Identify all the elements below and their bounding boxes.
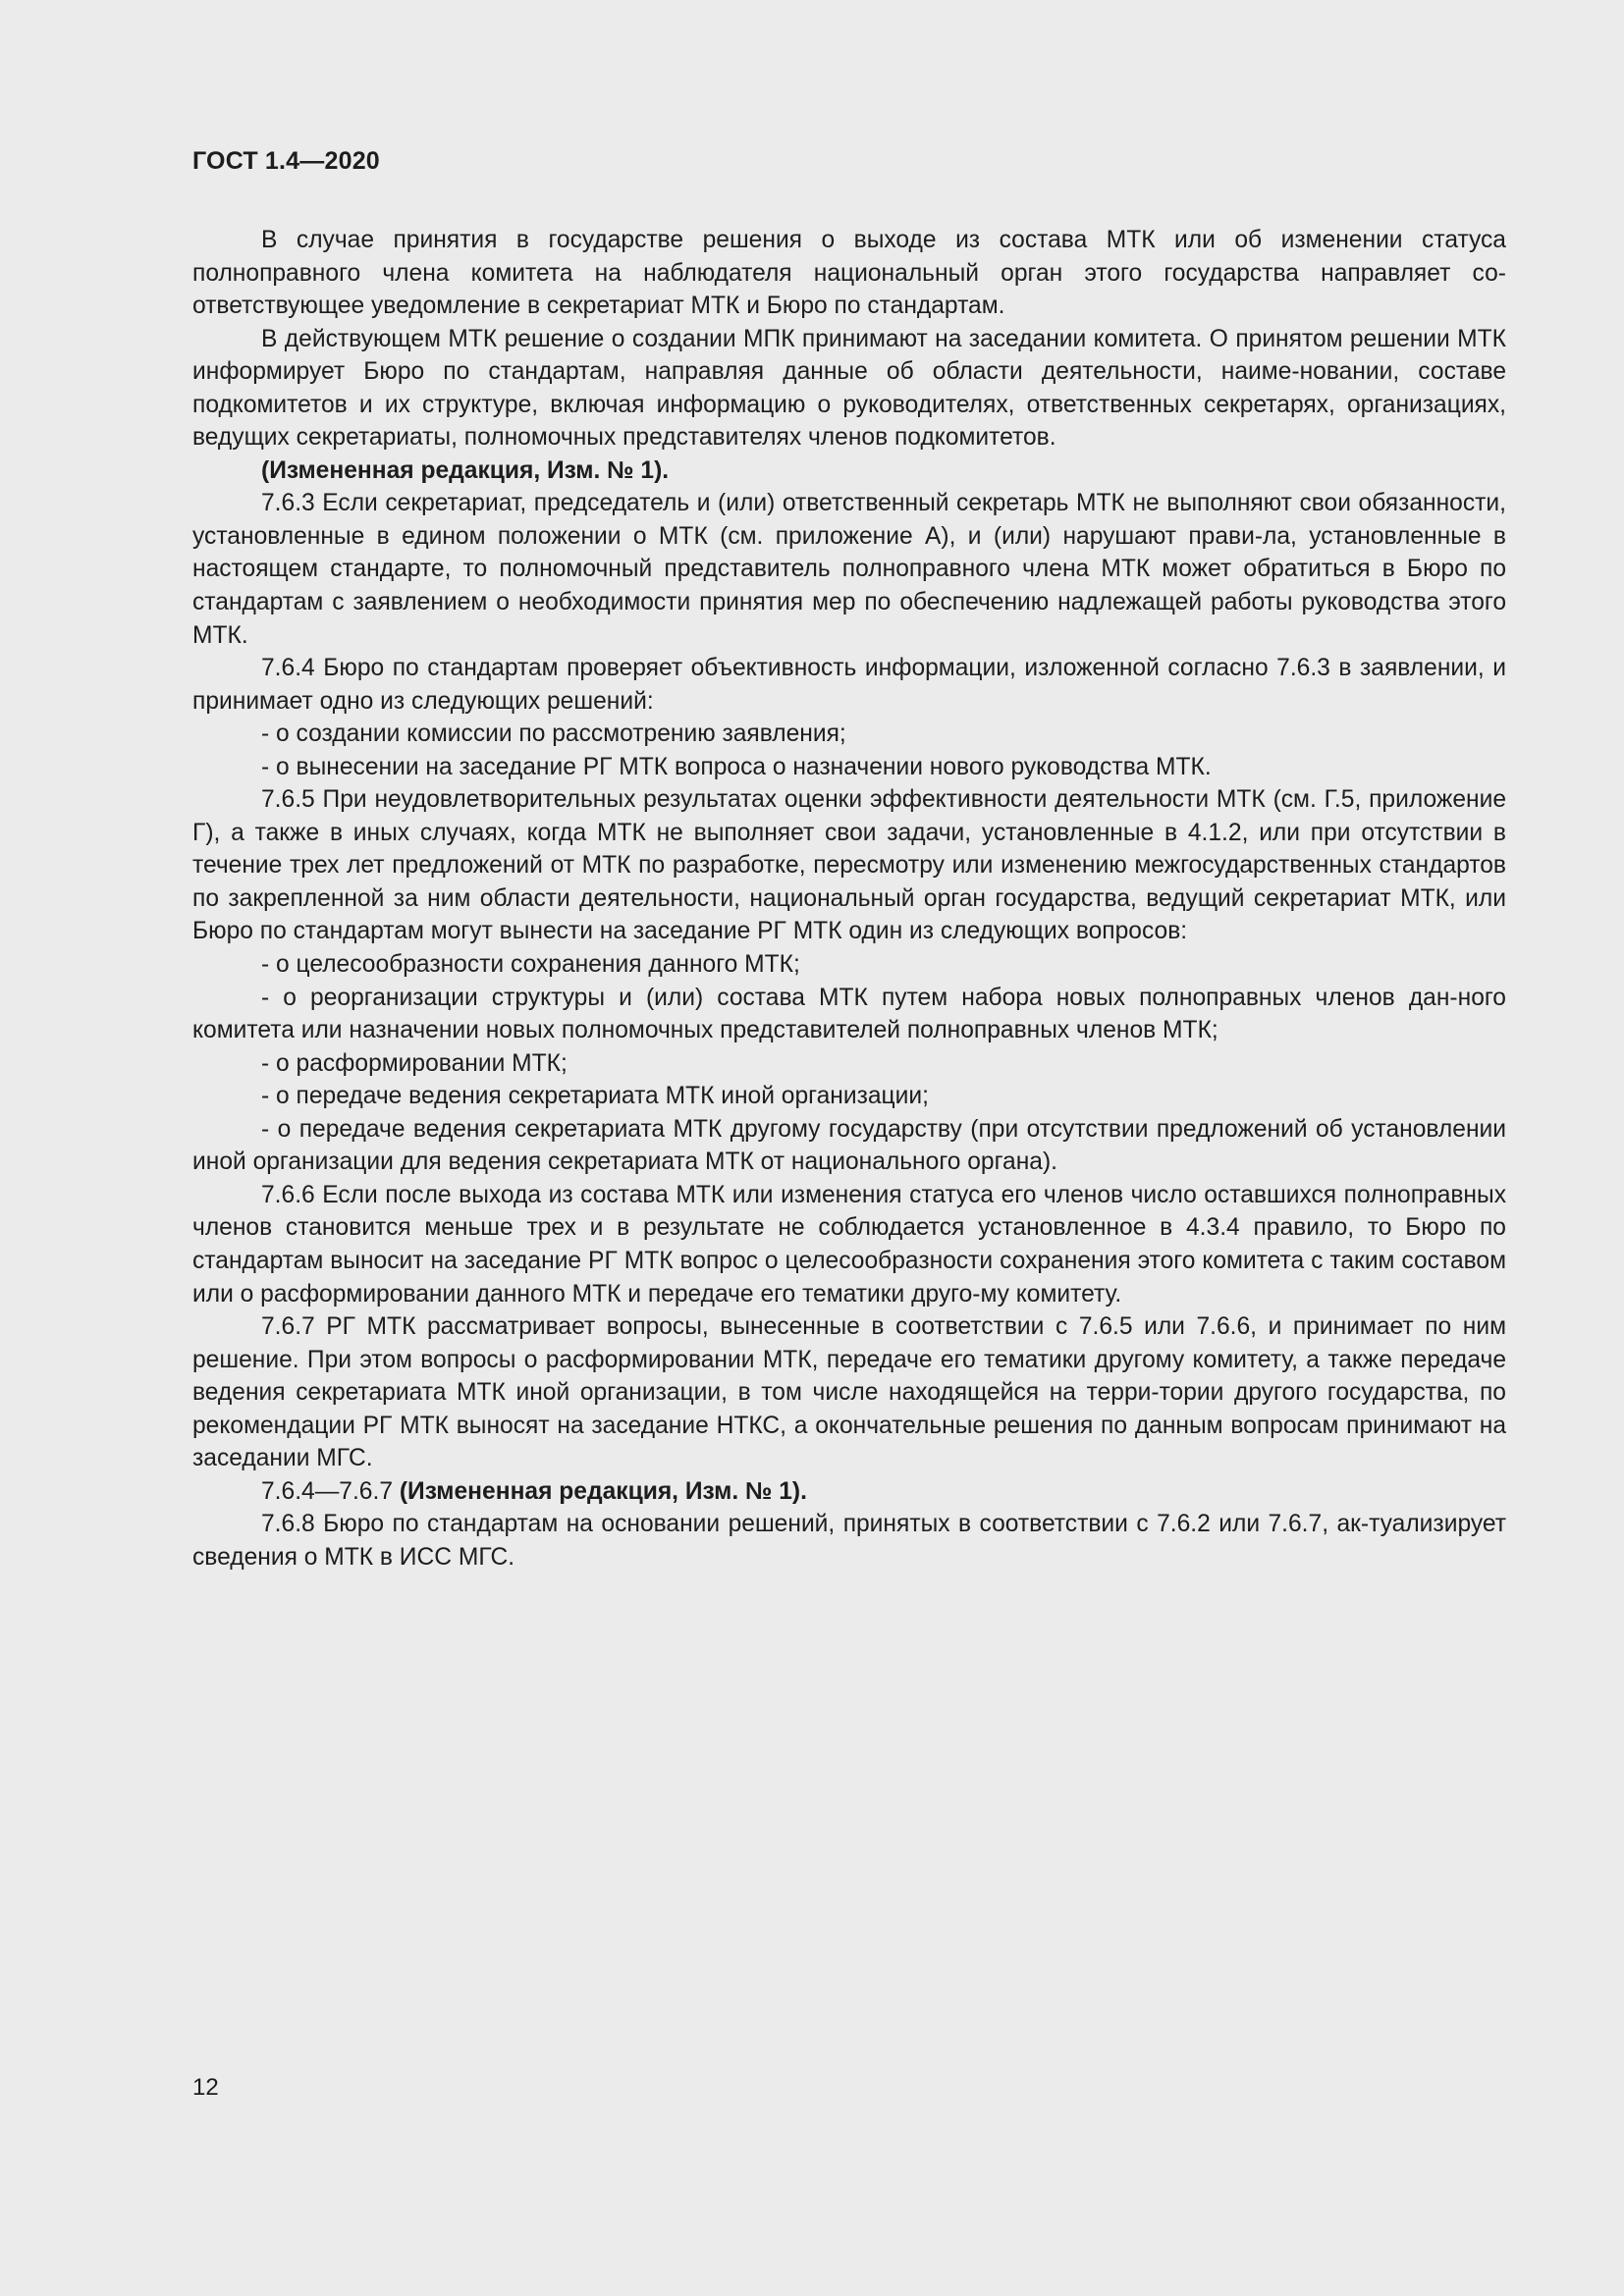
amendment-note-ref: 7.6.4—7.6.7 xyxy=(261,1477,400,1505)
paragraph-text: 7.6.6 Если после выхода из состава МТК или изменения статуса его членов число оставшихся полноправных членов становится меньше трех и в результате не соблюдается установленное в 4.3.4 правило, то Бюро по стандартам выносит на заседание РГ МТК вопрос о целесообразности сохранения этого комитета с таким составом или о расформировании данного МТК и передаче его тематики друго-му комитету. xyxy=(192,1181,1506,1308)
list-item-text: - о передаче ведения секретариата МТК другому государству (при отсутствии предложений об установлении иной организации для ведения секретариата МТК от национального органа). xyxy=(192,1115,1506,1176)
paragraph-7-6-5 xyxy=(192,783,1506,948)
amendment-note xyxy=(192,454,1506,488)
paragraph xyxy=(192,323,1506,454)
paragraph-7-6-6 xyxy=(192,1179,1506,1310)
list-item-text: - о расформировании МТК; xyxy=(261,1049,568,1077)
paragraph-7-6-7 xyxy=(192,1310,1506,1475)
paragraph-text: В случае принятия в государстве решения о выходе из состава МТК или об изменении статуса полноправного члена комитета на наблюдателя национальный орган этого государства направляет со-ответствующее уведомление в секретариат МТК и Бюро по стандартам. xyxy=(192,227,1506,320)
list-item xyxy=(192,1113,1506,1179)
amendment-note-text: (Измененная редакция, Изм. № 1). xyxy=(399,1477,807,1505)
paragraph-text: 7.6.7 РГ МТК рассматривает вопросы, вынесенные в соответствии с 7.6.5 или 7.6.6, и принимает по ним решение. При этом вопросы о расформировании МТК, передаче его тематики другому комитету, а также передаче ведения секретариата МТК иной организации, в том числе находящейся на терри-тории другого государства, по рекомендации РГ МТК выносят на заседание НТКС, а окончательные решения по данным вопросам принимают на заседании МГС. xyxy=(192,1313,1506,1472)
paragraph-7-6-3 xyxy=(192,487,1506,652)
list-item xyxy=(192,1047,1506,1081)
document-page xyxy=(192,0,1506,2296)
list-item-text: - о вынесении на заседание РГ МТК вопроса о назначении нового руководства МТК. xyxy=(261,753,1212,780)
paragraph-text: 7.6.4 Бюро по стандартам проверяет объективность информации, изложенной согласно 7.6.3 в заявлении, и принимает одно из следующих решений: xyxy=(192,655,1506,715)
paragraph xyxy=(192,224,1506,323)
document-header: ГОСТ 1.4—2020 xyxy=(192,147,380,175)
page-number: 12 xyxy=(192,2074,219,2101)
list-item-text: - о создании комиссии по рассмотрению заявления; xyxy=(261,721,846,748)
amendment-note-text: (Измененная редакция, Изм. № 1). xyxy=(261,456,670,484)
paragraph-text: 7.6.3 Если секретариат, председатель и (или) ответственный секретарь МТК не выполняют свои обязанности, установленные в едином положении о МТК (см. приложение А), и (или) нарушают прави-ла, установленные в настоящем стандарте, то полномочный представитель полноправного члена МТК может обратиться в Бюро по стандартам с заявлением о необходимости принятия мер по обеспечению надлежащей работы руководства этого МТК. xyxy=(192,490,1506,649)
list-item xyxy=(192,1080,1506,1113)
paragraph-7-6-4 xyxy=(192,652,1506,718)
list-item-text: - о реорганизации структуры и (или) состава МТК путем набора новых полноправных членов дан-ного комитета или назначении новых полномочных представителей полноправных членов МТК; xyxy=(192,984,1506,1044)
paragraph-text: 7.6.5 При неудовлетворительных результатах оценки эффективности деятельности МТК (см. Г.5, приложение Г), а также в иных случаях, когда МТК не выполняет свои задачи, установленные в 4.1.2, или при отсутствии в течение трех лет предложений от МТК по разработке, пересмотру или изменению межгосударственных стандартов по закрепленной за ним области деятельности, национальный орган государства, ведущий секретариат МТК, или Бюро по стандартам могут вынести на заседание РГ МТК один из следующих вопросов: xyxy=(192,786,1506,945)
paragraph-text: 7.6.8 Бюро по стандартам на основании решений, принятых в соответствии с 7.6.2 или 7.6.7, ак-туализирует сведения о МТК в ИСС МГС. xyxy=(192,1511,1506,1571)
list-item xyxy=(192,982,1506,1047)
document-body xyxy=(192,224,1506,1574)
list-item-text: - о передаче ведения секретариата МТК иной организации; xyxy=(261,1083,929,1110)
paragraph-text: В действующем МТК решение о создании МПК принимают на заседании комитета. О принятом решении МТК информирует Бюро по стандартам, направляя данные об области деятельности, наиме-новании, составе подкомитетов и их структуре, включая информацию о руководителях, ответственных секретарях, организациях, ведущих секретариаты, полномочных представителях членов подкомитетов. xyxy=(192,325,1506,452)
list-item xyxy=(192,751,1506,784)
list-item xyxy=(192,718,1506,751)
amendment-note xyxy=(192,1475,1506,1509)
paragraph-7-6-8 xyxy=(192,1508,1506,1574)
list-item xyxy=(192,948,1506,982)
list-item-text: - о целесообразности сохранения данного МТК; xyxy=(261,951,800,979)
